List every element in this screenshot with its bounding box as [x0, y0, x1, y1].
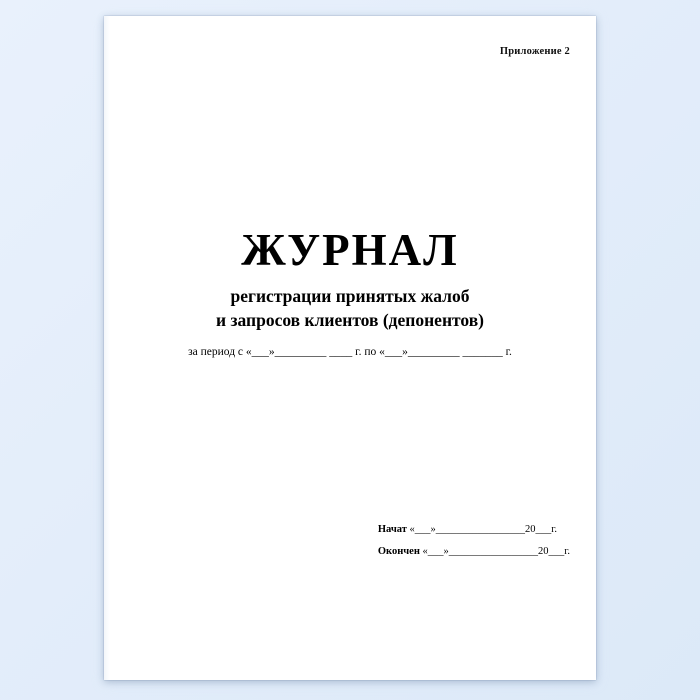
page-title: ЖУРНАЛ: [241, 225, 459, 275]
started-value: «___»_________________20___г.: [409, 524, 558, 535]
subtitle-line-1: регистрации принятых жалоб: [230, 286, 470, 306]
subtitle-line-2: и запросов клиентов (депонентов): [216, 309, 484, 330]
title-block: [104, 225, 596, 359]
appendix-label: Приложение 2: [499, 46, 570, 57]
finished-line: [378, 546, 570, 557]
started-line: [378, 524, 570, 535]
subtitle: [104, 285, 596, 332]
document-page: [104, 16, 596, 680]
started-label: Начат: [377, 524, 407, 535]
finished-label: Окончен: [377, 546, 420, 557]
period-line: за период с «___»_________ ____ г. по «___»_________ _______ г.: [188, 346, 512, 359]
finished-value: «___»_________________20___г.: [422, 546, 570, 557]
footer-block: [378, 524, 570, 568]
